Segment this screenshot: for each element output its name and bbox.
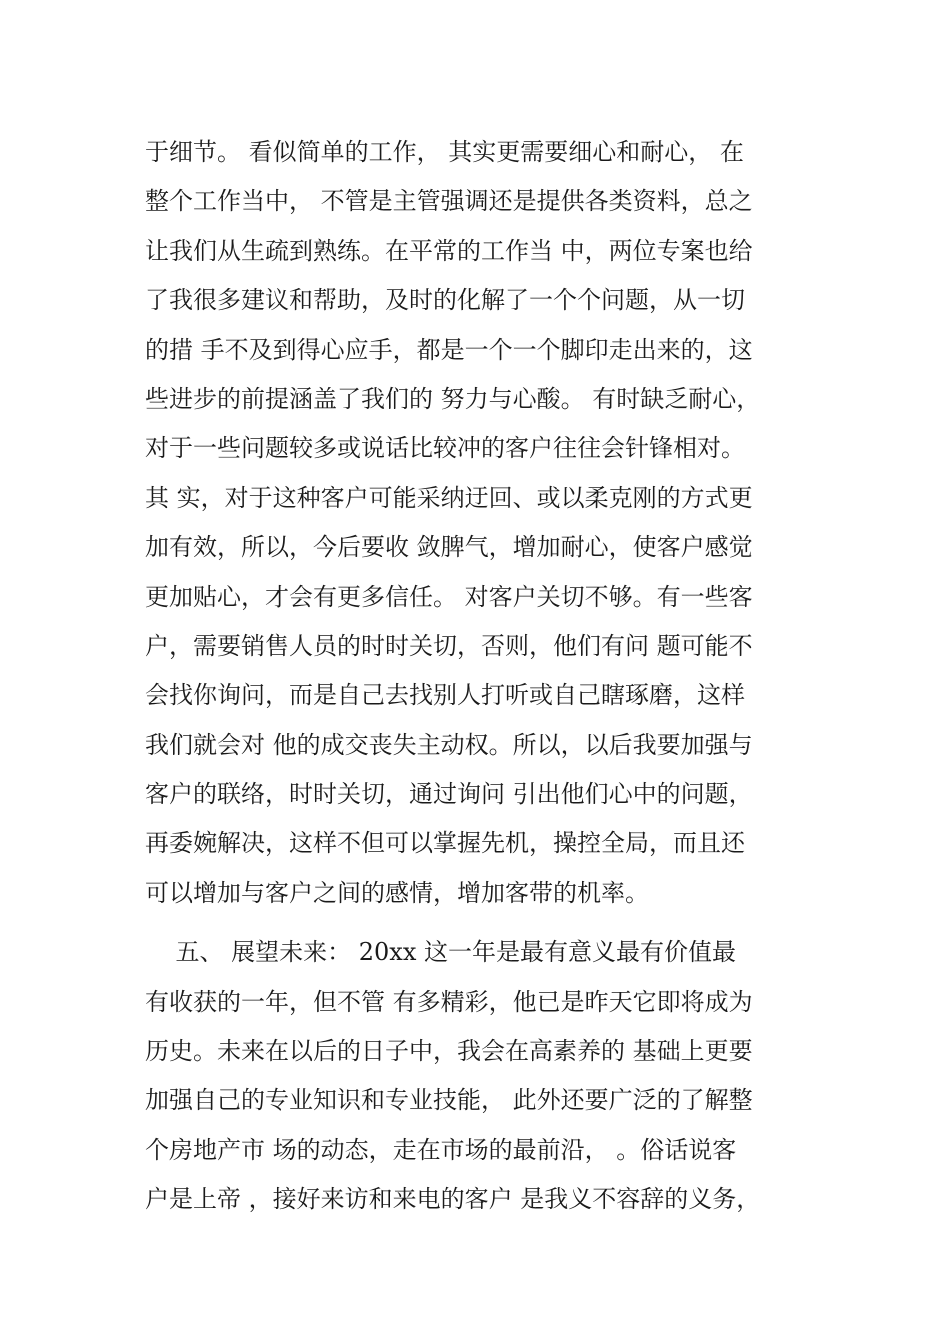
- text-line: 历史。未来在以后的日子中，我会在高素养的 基础上更要: [145, 1037, 753, 1066]
- paragraph-spacer: [145, 918, 835, 928]
- text-line: 更加贴心，才会有更多信任。 对客户关切不够。有一些客: [145, 582, 753, 611]
- document-body: [145, 128, 835, 1225]
- text-line: 个房地产市 场的动态，走在市场的最前沿， 。俗话说客: [145, 1135, 737, 1164]
- text-line: 可以增加与客户之间的感情，增加客带的机率。: [145, 878, 649, 907]
- text-line: 于细节。 看似简单的工作， 其实更需要细心和耐心， 在: [145, 138, 744, 166]
- text-line: 了我很多建议和帮助，及时的化解了一个个问题，从一切: [145, 286, 745, 315]
- text-line: 户是上帝 ，接好来访和来电的客户 是我义不容辞的义务，: [145, 1185, 761, 1214]
- text-line: 再委婉解决，这样不但可以掌握先机，操控全局，而且还: [145, 829, 745, 858]
- text-line: 我们就会对 他的成交丧失主动权。所以，以后我要加强与: [145, 730, 753, 759]
- text-line: 的措 手不及到得心应手，都是一个一个脚印走出来的，这: [145, 335, 753, 364]
- text-line: 五、 展望未来： 20xx 这一年是最有意义最有价值最: [145, 938, 737, 967]
- text-line: 整个工作当中， 不管是主管强调还是提供各类资料，总之: [145, 187, 753, 216]
- text-line: 加强自己的专业知识和专业技能， 此外还要广泛的了解整: [145, 1086, 753, 1115]
- text-line: 客户的联络，时时关切，通过询问 引出他们心中的问题，: [145, 780, 753, 809]
- text-line: 对于一些问题较多或说话比较冲的客户往往会针锋相对。: [145, 434, 745, 463]
- text-line: 户，需要销售人员的时时关切，否则，他们有问 题可能不: [145, 631, 753, 660]
- text-line: 些进步的前提涵盖了我们的 努力与心酸。 有时缺乏耐心，: [145, 384, 761, 413]
- text-line: 有收获的一年，但不管 有多精彩，他已是昨天它即将成为: [145, 987, 753, 1016]
- text-line: 让我们从生疏到熟练。在平常的工作当 中，两位专案也给: [145, 236, 753, 265]
- text-line: 加有效，所以，今后要收 敛脾气，增加耐心，使客户感觉: [145, 533, 753, 562]
- text-line: 其 实，对于这种客户可能采纳迂回、或以柔克刚的方式更: [145, 483, 753, 512]
- text-line: 会找你询问，而是自己去找别人打听或自己瞎琢磨，这样: [145, 681, 745, 710]
